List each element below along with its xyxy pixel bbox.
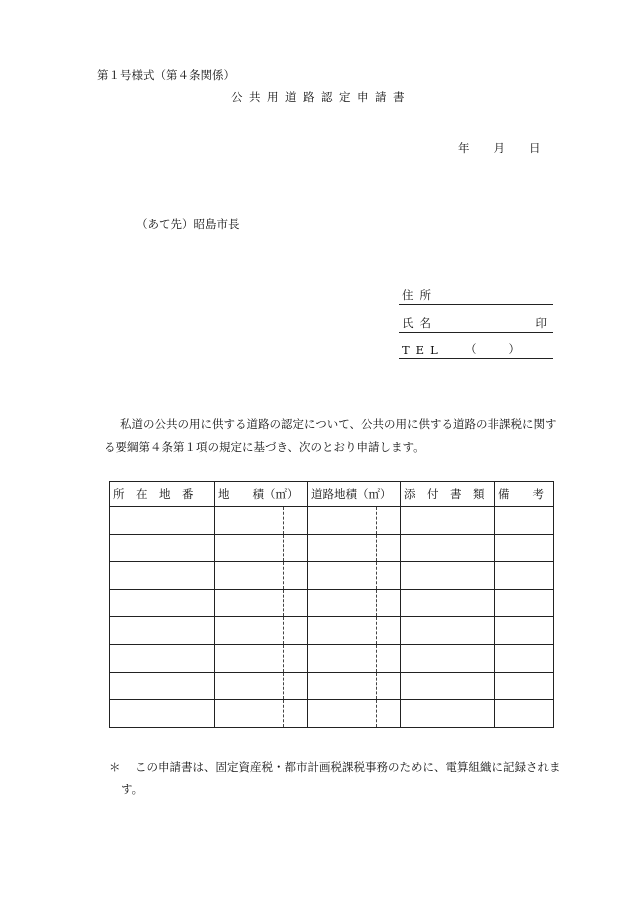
footnote-line-2: す。 (121, 782, 144, 796)
cell-area[interactable] (215, 562, 308, 590)
cell-attachments[interactable] (401, 617, 495, 645)
date-year-label: 年 (458, 141, 470, 155)
form-number: 第１号様式（第４条関係） (97, 68, 235, 82)
cell-attachments[interactable] (401, 534, 495, 562)
cell-area[interactable] (215, 589, 308, 617)
footnote-line-1: この申請書は、固定資産税・都市計画税課税事務のために、電算組織に記録されま (135, 760, 561, 774)
tel-area-code-paren: （ ） (465, 342, 523, 356)
table-row (110, 507, 554, 535)
cell-road-area[interactable] (308, 644, 401, 672)
statement-line-1: 私道の公共の用に供する道路の認定について、公共の用に供する道路の非課税に関す (120, 417, 557, 431)
document-title: 公共用道路認定申請書 (231, 90, 411, 104)
cell-remarks[interactable] (495, 644, 554, 672)
cell-location[interactable] (110, 589, 215, 617)
cell-attachments[interactable] (401, 562, 495, 590)
cell-remarks[interactable] (495, 700, 554, 728)
table-row (110, 617, 554, 645)
cell-area[interactable] (215, 672, 308, 700)
date-month-label: 月 (493, 141, 505, 155)
applicant-address-field[interactable] (399, 288, 553, 305)
cell-location[interactable] (110, 562, 215, 590)
cell-location[interactable] (110, 617, 215, 645)
seal-mark: 印 (535, 316, 547, 330)
statement-line-2: る要綱第４条第１項の規定に基づき、次のとおり申請します。 (104, 440, 425, 454)
cell-area[interactable] (215, 644, 308, 672)
cell-road-area[interactable] (308, 700, 401, 728)
name-label: 氏名 (402, 316, 437, 330)
applicant-name-field[interactable] (399, 316, 553, 333)
header-road-area: 道路地積（㎡） (308, 482, 401, 507)
header-remarks: 備 考 (495, 482, 554, 507)
cell-location[interactable] (110, 700, 215, 728)
footnote (109, 756, 579, 800)
application-statement (104, 413, 574, 459)
applicant-tel-field[interactable] (399, 342, 553, 359)
header-attachments: 添 付 書 類 (401, 482, 495, 507)
cell-road-area[interactable] (308, 617, 401, 645)
cell-location[interactable] (110, 507, 215, 535)
cell-location[interactable] (110, 644, 215, 672)
table-row (110, 534, 554, 562)
cell-remarks[interactable] (495, 562, 554, 590)
table-row (110, 562, 554, 590)
cell-road-area[interactable] (308, 672, 401, 700)
address-label: 住所 (402, 288, 437, 302)
tel-label: TEL (402, 343, 444, 357)
cell-location[interactable] (110, 534, 215, 562)
table-row (110, 644, 554, 672)
cell-location[interactable] (110, 672, 215, 700)
cell-area[interactable] (215, 507, 308, 535)
cell-remarks[interactable] (495, 617, 554, 645)
date-day-label: 日 (529, 141, 541, 155)
table-row (110, 672, 554, 700)
cell-attachments[interactable] (401, 700, 495, 728)
cell-attachments[interactable] (401, 507, 495, 535)
cell-attachments[interactable] (401, 672, 495, 700)
cell-remarks[interactable] (495, 507, 554, 535)
header-area: 地 積（㎡） (215, 482, 308, 507)
addressee: （あて先）昭島市長 (136, 217, 240, 231)
asterisk-mark: ＊ (109, 760, 121, 774)
table-row (110, 700, 554, 728)
cell-road-area[interactable] (308, 562, 401, 590)
cell-area[interactable] (215, 617, 308, 645)
table-row (110, 589, 554, 617)
cell-area[interactable] (215, 700, 308, 728)
cell-attachments[interactable] (401, 589, 495, 617)
cell-area[interactable] (215, 534, 308, 562)
cell-road-area[interactable] (308, 507, 401, 535)
cell-road-area[interactable] (308, 589, 401, 617)
table-header-row (110, 482, 554, 507)
date-line (458, 140, 541, 156)
cell-attachments[interactable] (401, 644, 495, 672)
header-location: 所 在 地 番 (110, 482, 215, 507)
cell-remarks[interactable] (495, 589, 554, 617)
cell-remarks[interactable] (495, 534, 554, 562)
parcel-table (109, 481, 554, 728)
cell-remarks[interactable] (495, 672, 554, 700)
cell-road-area[interactable] (308, 534, 401, 562)
